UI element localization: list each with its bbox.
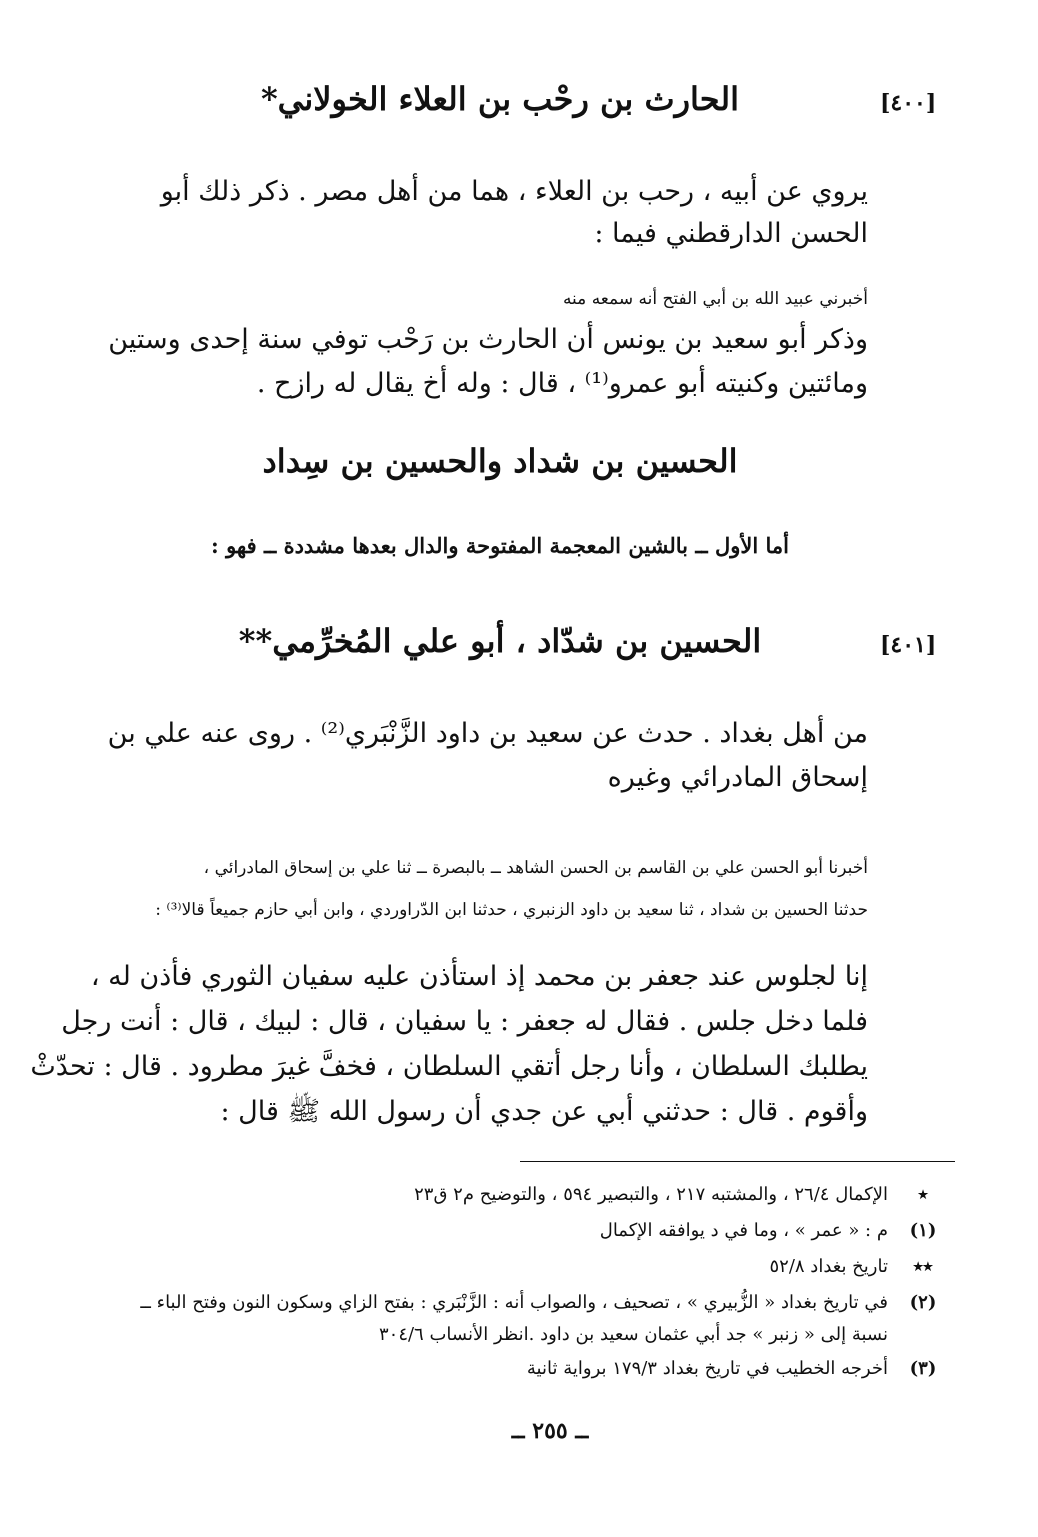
hadith-line: وأقوم . قال : حدثني أبي عن جدي أن رسول الله ﷺ قال : <box>220 1096 868 1127</box>
footnote <box>140 1358 948 1386</box>
section-title: الحسين بن شداد والحسين بن سِداد <box>262 442 738 480</box>
entry-title-400: الحارث بن رحْب بن العلاء الخولاني* <box>260 80 740 118</box>
footnote-text: م : « عمر » ، وما في د يوافقه الإكمال <box>599 1220 888 1241</box>
footnote-mark: (٣) <box>909 1358 937 1379</box>
hadith-line: فلما دخل جلس . فقال له جعفر : يا سفيان ، قال : لبيك ، قال : أنت رجل <box>61 1006 868 1037</box>
paragraph-line: إسحاق المادرائي وغيره <box>607 762 868 793</box>
footnote-mark: (١) <box>909 1220 937 1241</box>
isnad-line: أخبرني عبيد الله بن أبي الفتح أنه سمعه منه <box>562 289 868 309</box>
paragraph-line: الحسن الدارقطني فيما : <box>594 218 868 249</box>
hadith-line: إنا لجلوس عند جعفر بن محمد إذ استأذن عليه سفيان الثوري فأذن له ، <box>90 961 868 992</box>
footnote-text: تاريخ بغداد ٥٢/٨ <box>769 1256 888 1277</box>
paragraph-line: وذكر أبو سعيد بن يونس أن الحارث بن رَحْب توفي سنة إحدى وستين <box>108 324 868 355</box>
footnote-text: الإكمال ٢٦/٤ ، والمشتبه ٢١٧ ، والتبصير ٥٩٤ ، والتوضيح م٢ ق٢٣ <box>414 1184 888 1205</box>
section-subtitle: أما الأول ــ بالشين المعجمة المفتوحة والدال بعدها مشددة ــ فهو : <box>211 533 789 558</box>
footnote <box>140 1292 948 1320</box>
footnote-text: أخرجه الخطيب في تاريخ بغداد ١٧٩/٣ برواية ثانية <box>526 1358 888 1379</box>
page-number: ــ ٢٥٥ ــ <box>511 1418 589 1444</box>
footnote <box>140 1184 948 1212</box>
footnote-text: في تاريخ بغداد « الزُّبيري » ، تصحيف ، والصواب أنه : الزَّنْبَري : بفتح الزاي وسكون النون وفتح الباء ــ <box>140 1292 888 1313</box>
entry-number-401: [٤٠١] <box>880 632 937 658</box>
footnote <box>140 1220 948 1248</box>
isnad-line: حدثنا الحسين بن شداد ، ثنا سعيد بن داود الزنبري ، حدثنا ابن الدّراوردي ، وابن أبي حازم جميعاً قالا⁽³⁾ : <box>155 900 868 920</box>
footnote <box>140 1324 948 1352</box>
footnote-separator <box>520 1161 955 1162</box>
footnote-mark: ٭ <box>918 1184 928 1205</box>
paragraph-line: ومائتين وكنيته أبو عمرو⁽¹⁾ ، قال : وله أخ يقال له رازح . <box>256 368 868 399</box>
paragraph-line: يروي عن أبيه ، رحب بن العلاء ، هما من أهل مصر . ذكر ذلك أبو <box>160 176 868 207</box>
footnote-text: نسبة إلى « زنبر » جد أبي عثمان سعيد بن داود .انظر الأنساب ٣٠٤/٦ <box>378 1324 888 1345</box>
paragraph-line: من أهل بغداد . حدث عن سعيد بن داود الزَّنْبَري⁽²⁾ . روى عنه علي بن <box>107 718 868 749</box>
entry-title-401: الحسين بن شدّاد ، أبو علي المُخرِّمي** <box>238 622 762 660</box>
footnote <box>140 1256 948 1284</box>
isnad-line: أخبرنا أبو الحسن علي بن القاسم بن الحسن الشاهد ــ بالبصرة ــ ثنا علي بن إسحاق المادرائي ، <box>203 858 868 878</box>
hadith-line: يطلبك السلطان ، وأنا رجل أتقي السلطان ، فخفَّ غيرَ مطرود . قال : تحدّثْ <box>30 1051 868 1082</box>
footnote-mark: (٢) <box>909 1292 937 1313</box>
entry-number-400: [٤٠٠] <box>880 90 937 116</box>
footnote-mark: ٭٭ <box>913 1256 933 1277</box>
